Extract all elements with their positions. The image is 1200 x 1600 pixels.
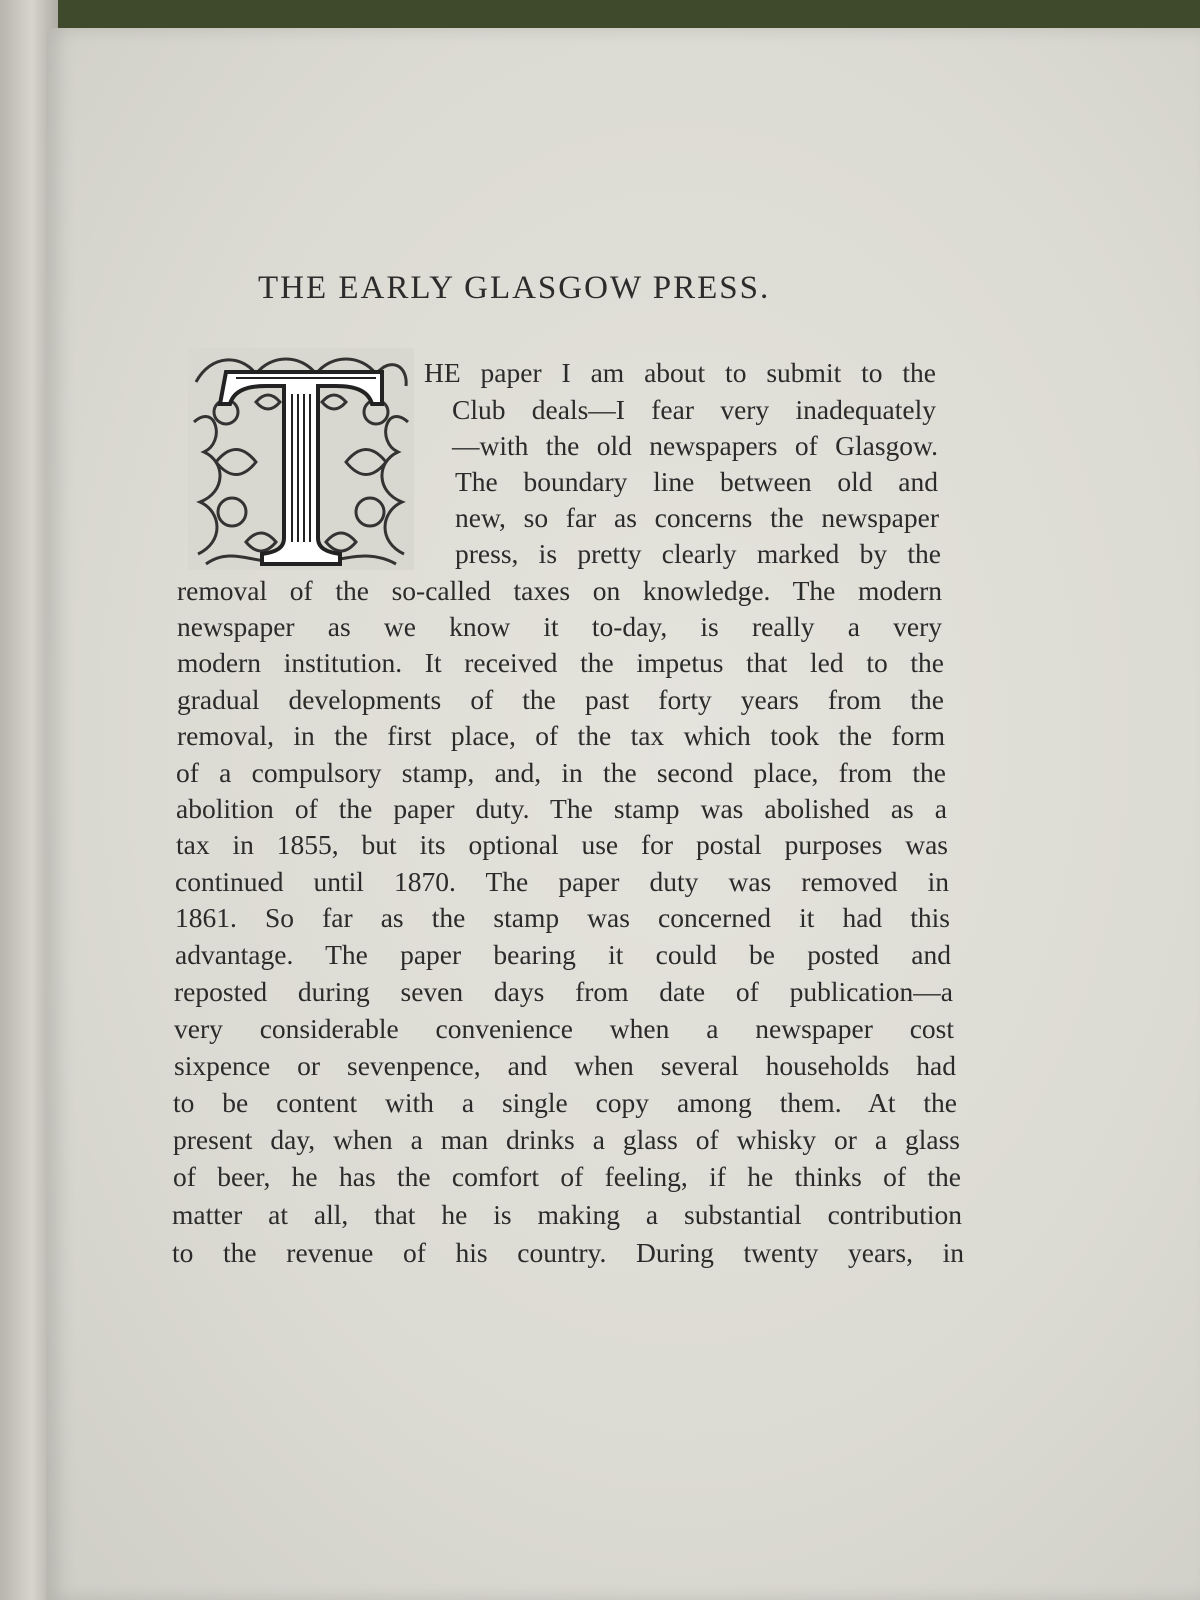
text-line: of a compulsory stamp, and, in the second place, from the — [176, 757, 946, 788]
text-line: Club deals—I fear very inadequately — [452, 394, 936, 425]
text-line: modern institution. It received the impetus that led to the — [177, 647, 944, 678]
text-line: sixpence or sevenpence, and when several households had — [174, 1050, 956, 1081]
text-line: 1861. So far as the stamp was concerned it had this — [175, 902, 950, 933]
text-line: tax in 1855, but its optional use for postal purposes was — [176, 829, 948, 860]
text-line: —with the old newspapers of Glasgow. — [452, 430, 938, 461]
text-line: press, is pretty clearly marked by the — [455, 538, 941, 569]
text-line: abolition of the paper duty. The stamp was abolished as a — [176, 793, 947, 824]
text-line: of beer, he has the comfort of feeling, if he thinks of the — [173, 1161, 961, 1192]
text-line: removal of the so-called taxes on knowledge. The modern — [177, 575, 942, 606]
text-line: present day, when a man drinks a glass of whisky or a glass — [173, 1124, 960, 1155]
text-line: advantage. The paper bearing it could be posted and — [175, 939, 951, 970]
text-line: continued until 1870. The paper duty was removed in — [175, 866, 949, 897]
text-line: to be content with a single copy among them. At the — [173, 1087, 957, 1118]
text-line: gradual developments of the past forty years from the — [177, 684, 944, 715]
text-line: new, so far as concerns the newspaper — [455, 502, 939, 533]
text-line: reposted during seven days from date of publication—a — [174, 976, 953, 1007]
chapter-title: THE EARLY GLASGOW PRESS. — [258, 270, 771, 306]
text-line: very considerable convenience when a newspaper cost — [174, 1013, 954, 1044]
text-line: HE paper I am about to submit to the — [424, 357, 936, 388]
text-line: The boundary line between old and — [455, 466, 938, 497]
text-line: matter at all, that he is making a substantial contribution — [172, 1199, 962, 1230]
text-line: newspaper as we know it to-day, is really a very — [177, 611, 942, 642]
text-line: to the revenue of his country. During twenty years, in — [172, 1237, 964, 1268]
text-line: removal, in the first place, of the tax which took the form — [177, 720, 945, 751]
